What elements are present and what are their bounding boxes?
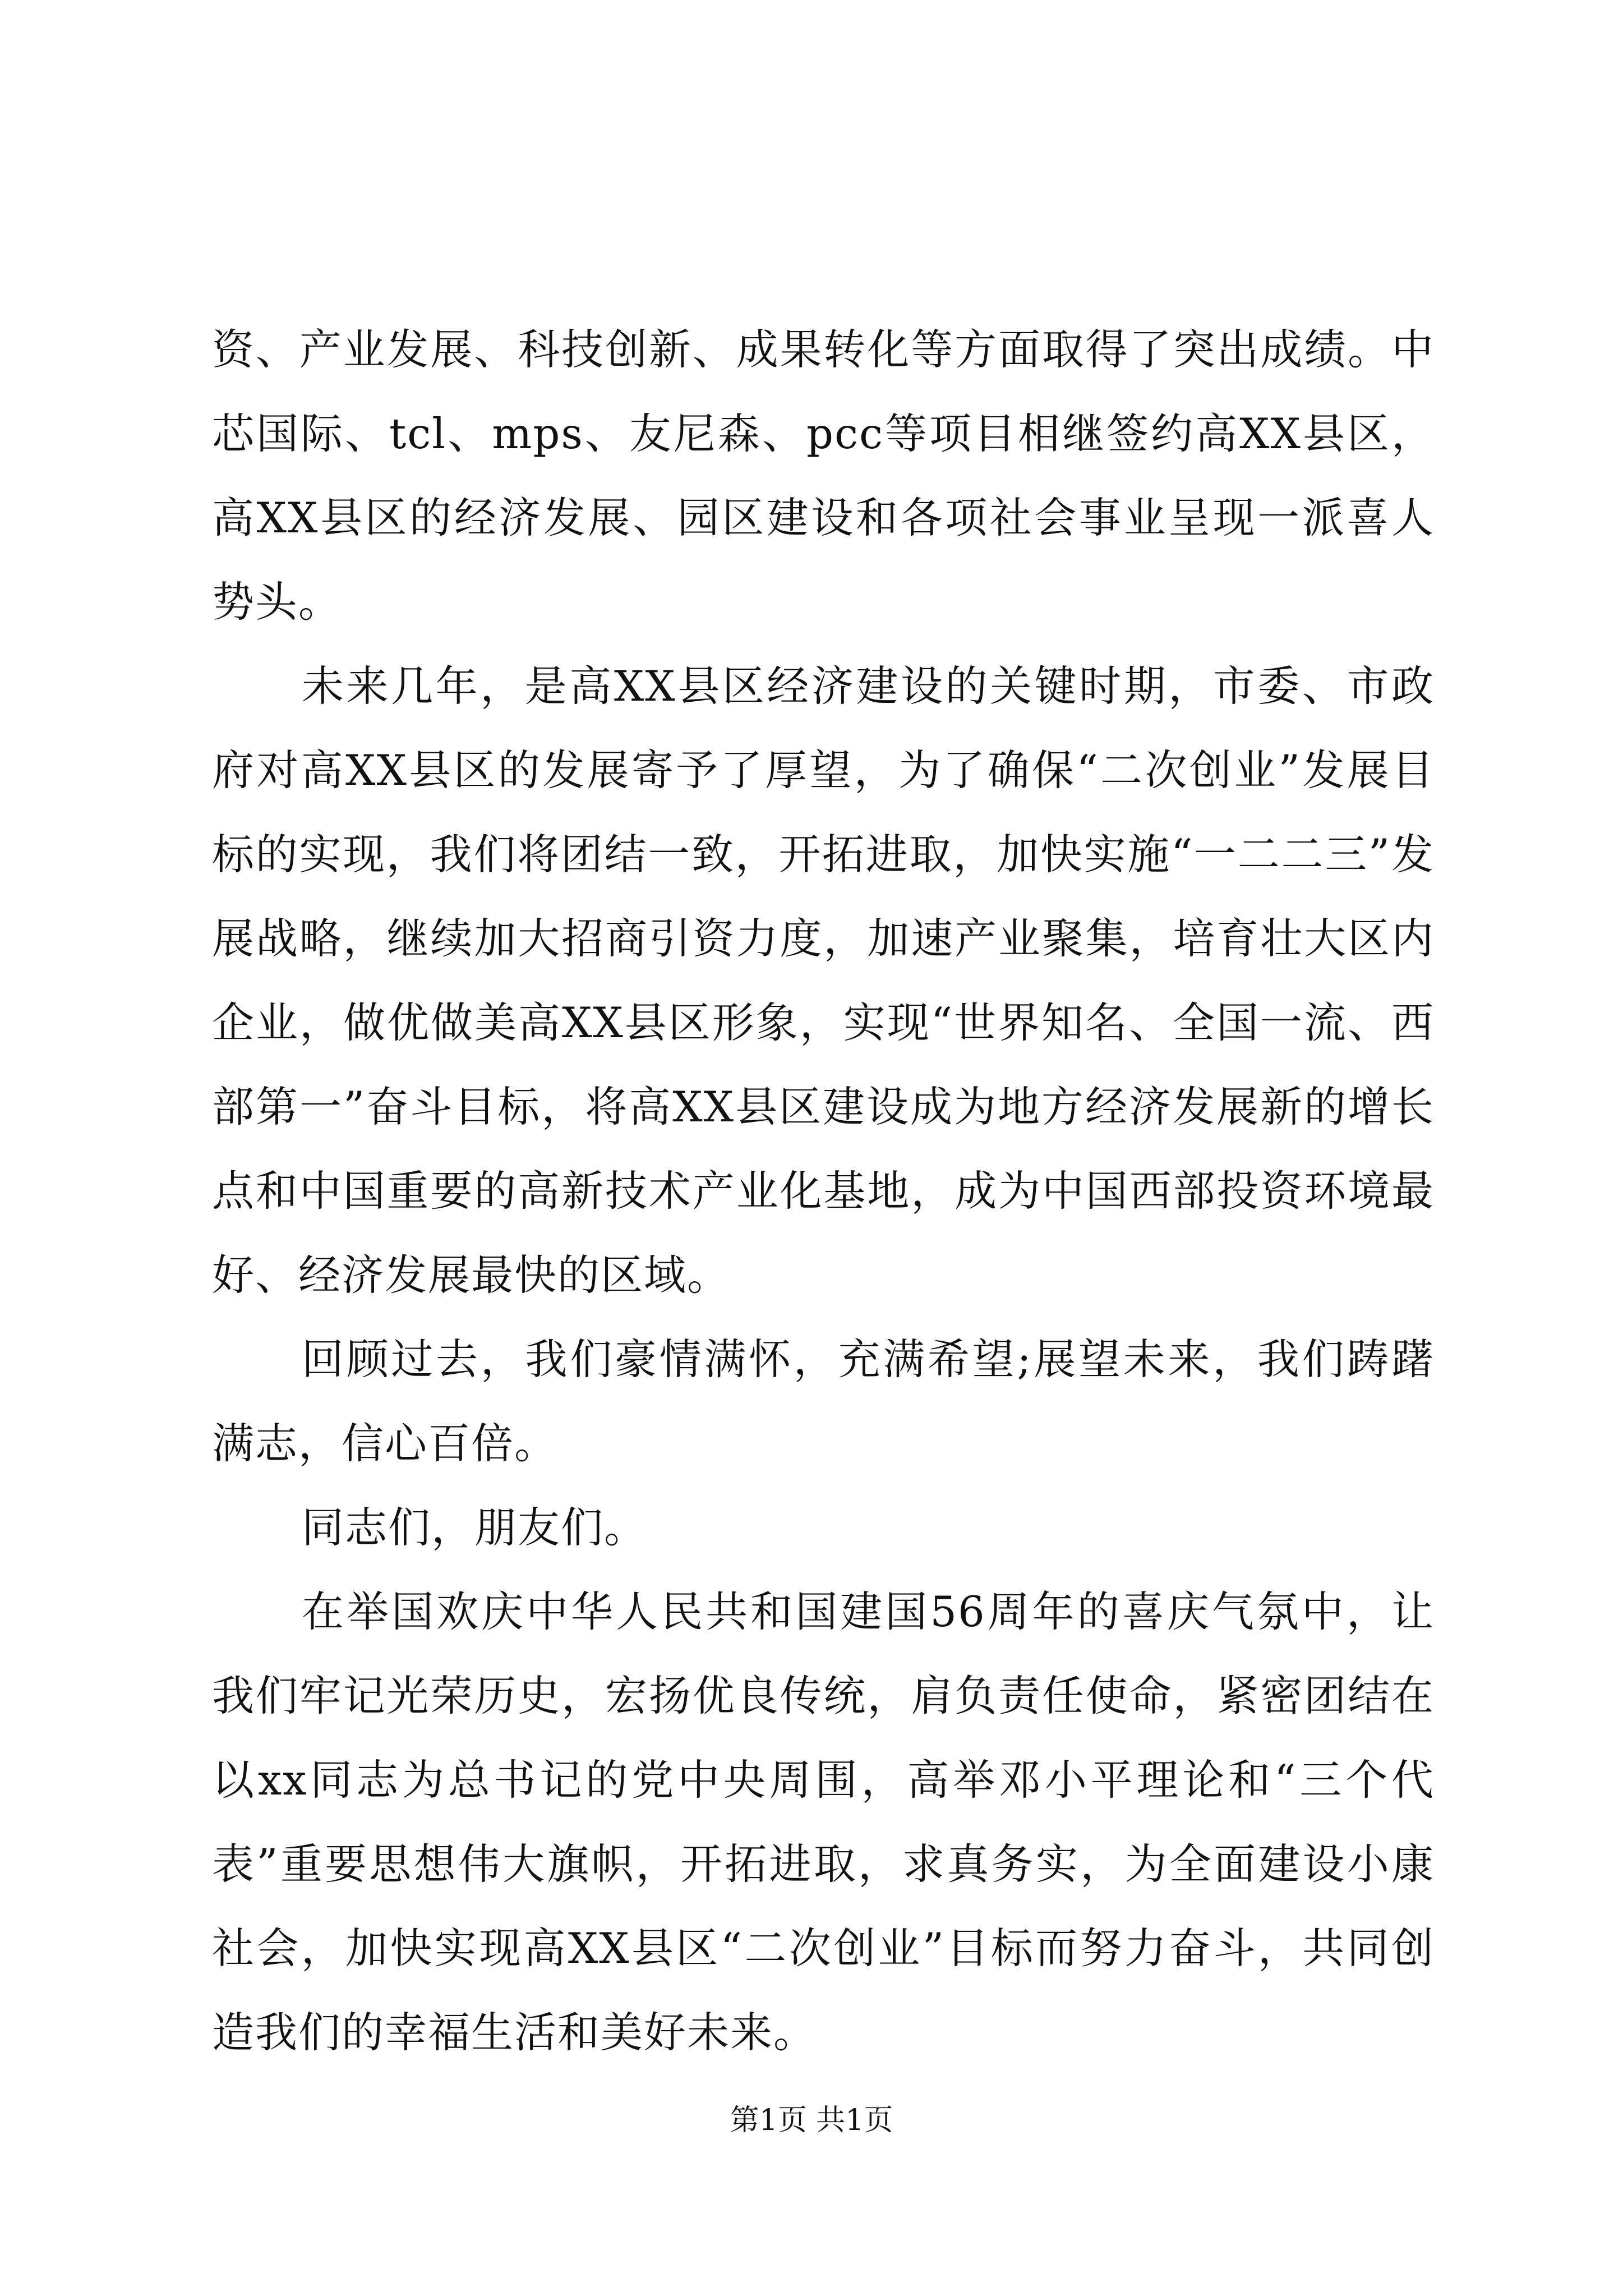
paragraph-closing: 在举国欢庆中华人民共和国建国56周年的喜庆气氛中，让我们牢记光荣历史，宏扬优良传统，肩负责任使命，紧密团结在以xx同志为总书记的党中央周围，高举邓小平理论和“三个代表”重要思想伟大旗帜，开拓进取，求真务实，为全面建设小康社会，加快实现高XX县区“二次创业”目标而努力奋斗，共同创造我们的幸福生活和美好未来。 [212,1587,1435,2057]
paragraph-salutation: 同志们，朋友们。 [302,1503,648,1552]
document-body [212,307,1435,2074]
paragraph-future-plans: 未来几年，是高XX县区经济建设的关键时期，市委、市政府对高XX县区的发展寄予了厚望，为了确保“二次创业”发展目标的实现，我们将团结一致，开拓进取，加快实施“一二二三”发展战略，继续加大招商引资力度，加速产业聚集，培育壮大区内企业，做优做美高XX县区形象，实现“世界知名、全国一流、西部第一”奋斗目标，将高XX县区建设成为地方经济发展新的增长点和中国重要的高新技术产业化基地，成为中国西部投资环境最好、经济发展最快的区域。 [212,661,1435,1300]
paragraph-continuation: 资、产业发展、科技创新、成果转化等方面取得了突出成绩。中芯国际、tcl、mps、友尼森、pcc等项目相继签约高XX县区，高XX县区的经济发展、园区建设和各项社会事业呈现一派喜人势头。 [212,325,1435,627]
paragraph-review: 回顾过去，我们豪情满怀，充满希望;展望未来，我们踌躇满志，信心百倍。 [212,1335,1435,1468]
page-footer: 第1页 共1页 [730,2104,893,2137]
